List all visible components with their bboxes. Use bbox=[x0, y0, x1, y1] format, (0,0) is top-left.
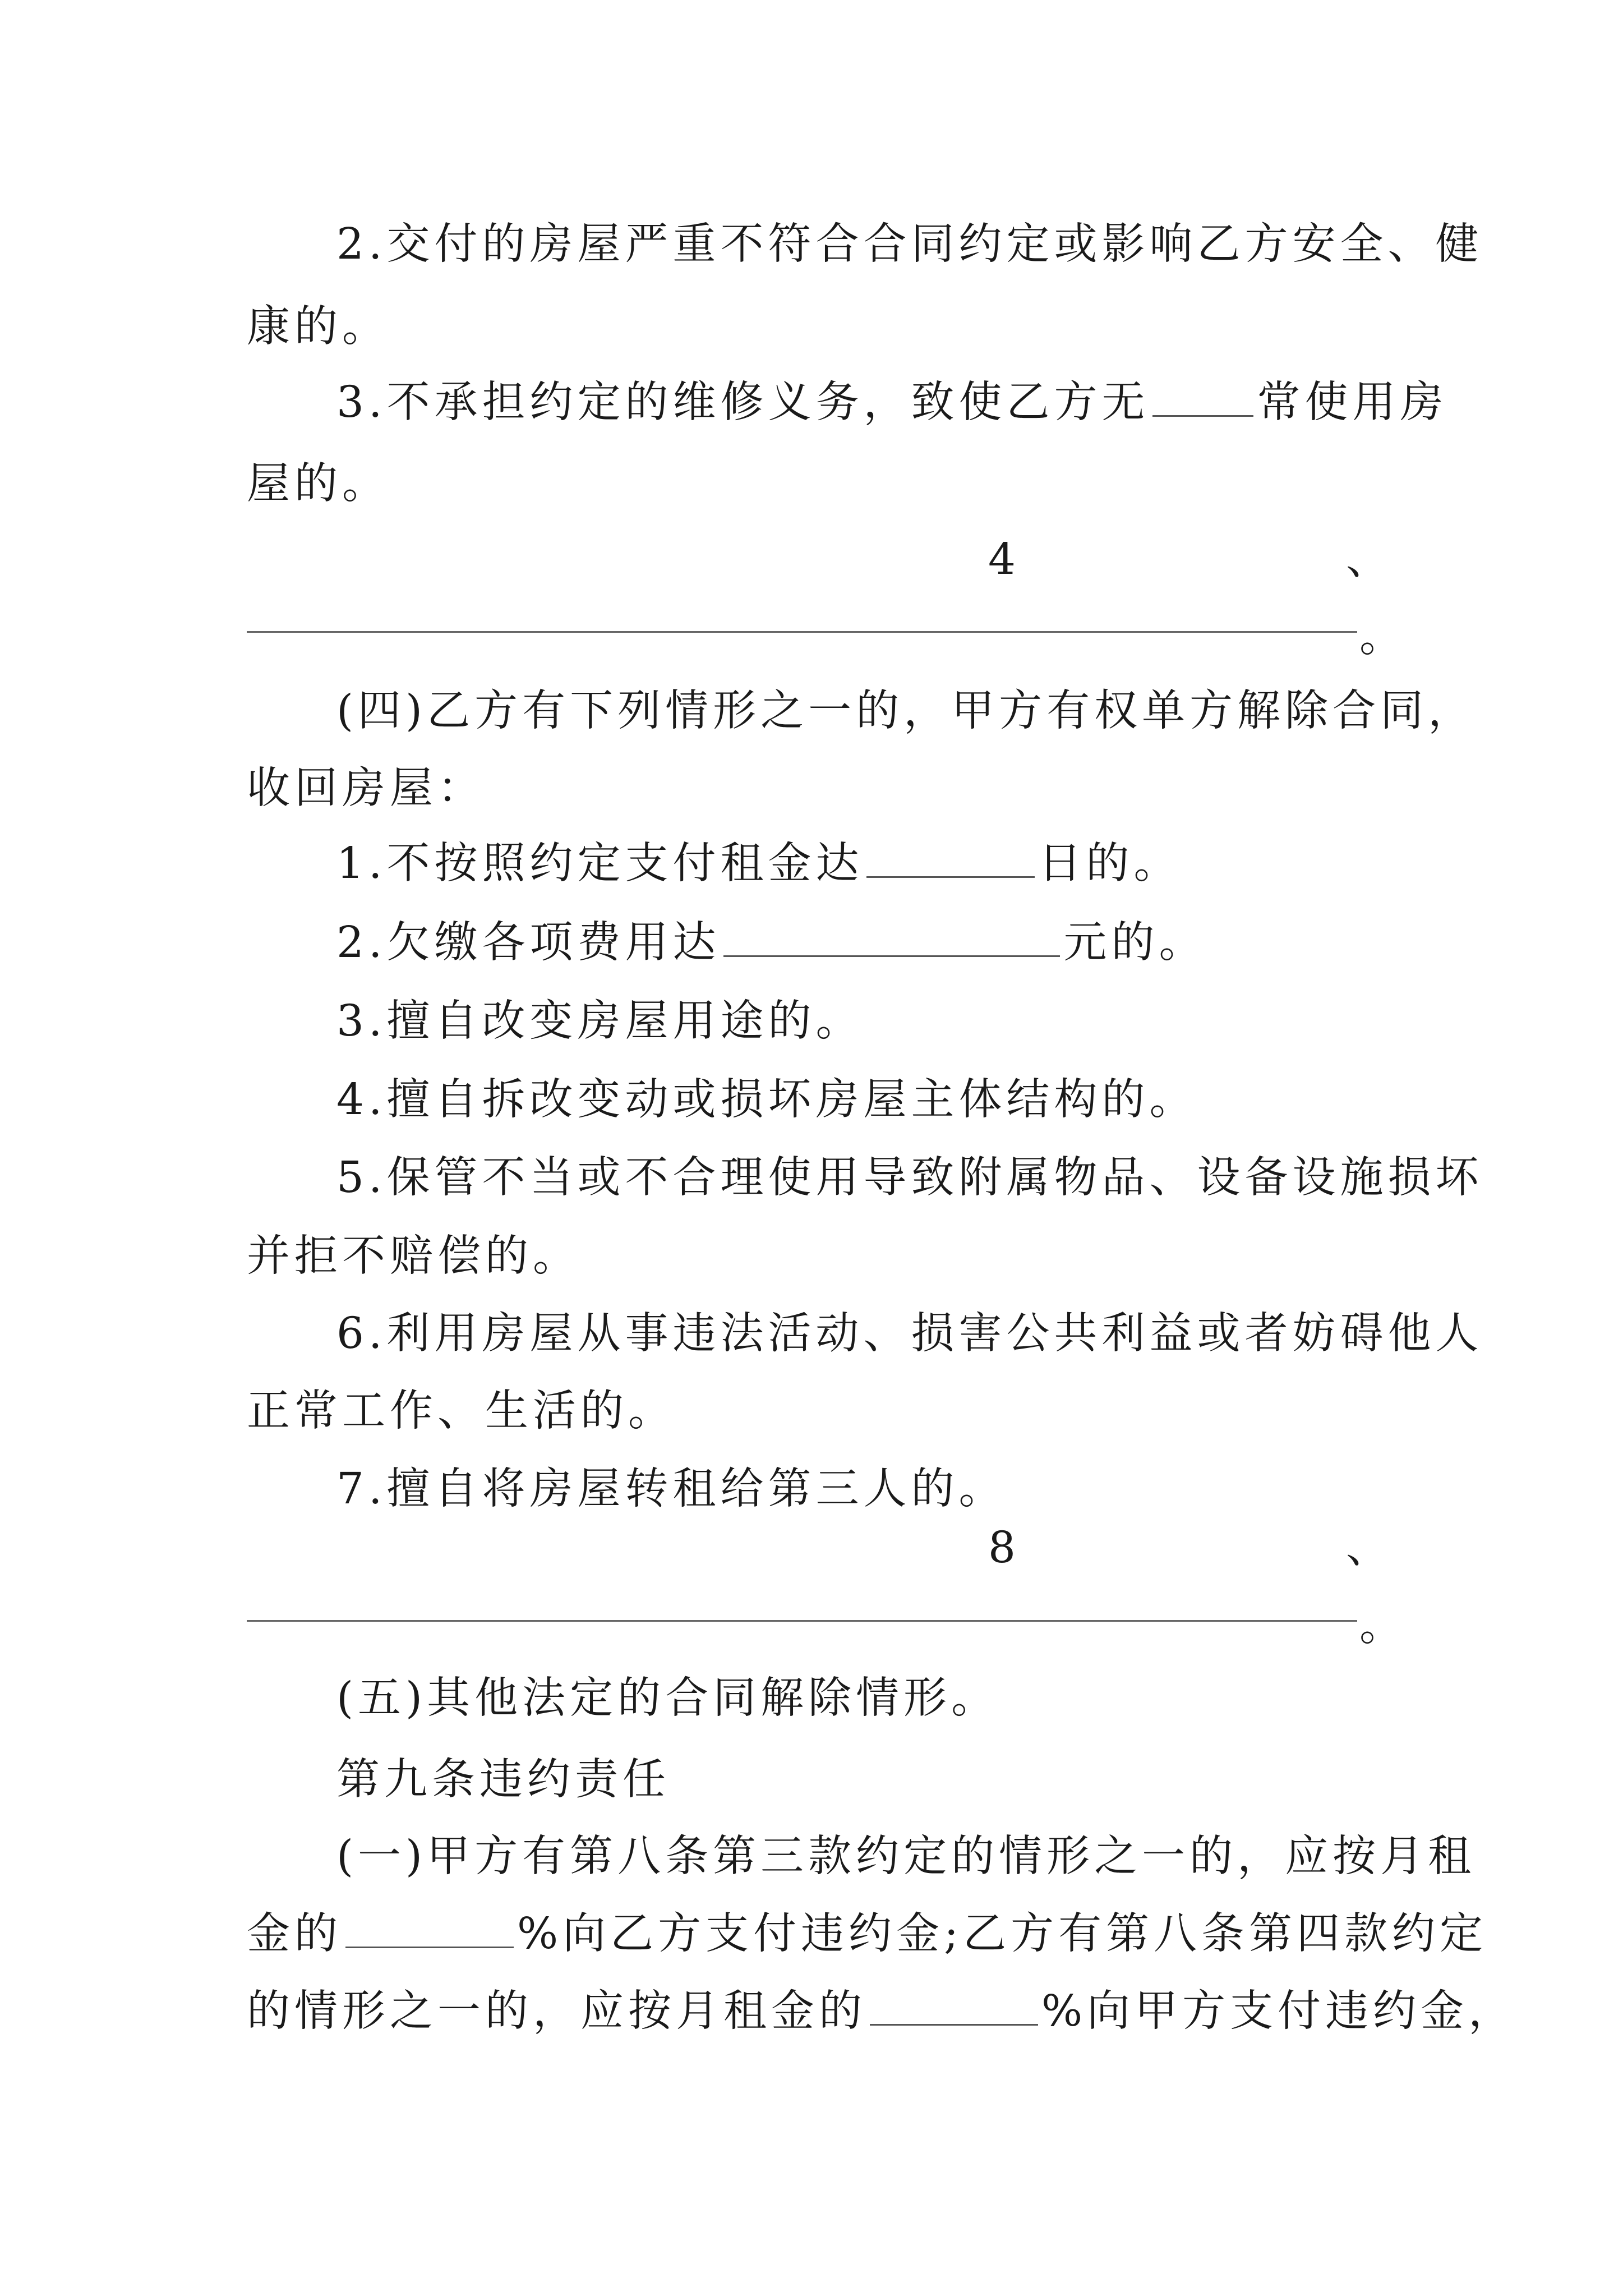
clause-text: 6.利用房屋从事违法活动、损害公共利益或者妨碍他人 bbox=[336, 1309, 1483, 1359]
clause-4-1 bbox=[336, 837, 1391, 891]
fill-blank bbox=[1152, 378, 1253, 417]
clause-text: 正常工作、生活的。 bbox=[247, 1386, 676, 1436]
item-8-number: 8 bbox=[988, 1523, 1016, 1573]
item-8-end-mark: 。 bbox=[1359, 1601, 1403, 1651]
section-heading: (四)乙方有下列情形之一的，甲方有权单方解除合同， bbox=[336, 686, 1476, 736]
clause-4-6-line-2 bbox=[247, 1384, 1391, 1438]
item-4-fill-line bbox=[247, 631, 1357, 633]
section-4-heading-line-1 bbox=[336, 684, 1476, 738]
clause-text: 屋的。 bbox=[247, 459, 390, 509]
clause-text: 康的。 bbox=[247, 302, 390, 352]
clause-4-6-line-1 bbox=[336, 1307, 1483, 1361]
item-8-fill-line bbox=[247, 1620, 1357, 1622]
clause-4-5-line-2 bbox=[247, 1230, 1391, 1283]
item-4-separator: 、 bbox=[1346, 535, 1389, 585]
clause-text: 的情形之一的，应按月租金的 bbox=[247, 1986, 866, 2036]
clause-text: 日的。 bbox=[1038, 839, 1182, 889]
clause-3-2-line-1 bbox=[336, 218, 1483, 272]
item-4-number: 4 bbox=[988, 535, 1016, 585]
clause-text: %向乙方支付违约金;乙方有第八条第四款约定 bbox=[517, 1909, 1488, 1959]
clause-text: 金的 bbox=[247, 1909, 342, 1959]
clause-3-3-line-2 bbox=[247, 457, 1391, 511]
clause-text: 4.擅自拆改变动或损坏房屋主体结构的。 bbox=[336, 1075, 1197, 1125]
clause-text: 并拒不赔偿的。 bbox=[247, 1231, 580, 1281]
clause-4-7 bbox=[336, 1462, 1391, 1516]
fill-blank bbox=[870, 1987, 1038, 2026]
item-8-separator: 、 bbox=[1346, 1523, 1389, 1573]
clause-text: 7.擅自将房屋转租给第三人的。 bbox=[336, 1464, 1007, 1514]
clause-text: (一)甲方有第八条第三款约定的情形之一的，应按月租 bbox=[336, 1832, 1476, 1881]
clause-4-4 bbox=[336, 1073, 1391, 1127]
article-title: 第九条违约责任 bbox=[336, 1755, 670, 1805]
clause-text: 2.欠缴各项费用达 bbox=[336, 918, 721, 968]
clause-4-2 bbox=[336, 916, 1391, 970]
clause-text: 常使用房 bbox=[1257, 378, 1448, 427]
section-heading: (五)其他法定的合同解除情形。 bbox=[336, 1673, 999, 1723]
article-9-1-line-3 bbox=[247, 1985, 1516, 2039]
clause-text: 3.擅自改变房屋用途的。 bbox=[336, 996, 864, 1046]
section-heading: 收回房屋： bbox=[247, 763, 485, 813]
section-4-heading-line-2 bbox=[247, 762, 1391, 816]
section-5 bbox=[336, 1672, 1391, 1726]
clause-3-2-line-2 bbox=[247, 300, 1391, 354]
clause-4-3 bbox=[336, 995, 1391, 1048]
clause-3-3-line-1 bbox=[336, 376, 1448, 430]
clause-text: 3.不承担约定的维修义务，致使乙方无 bbox=[336, 378, 1150, 427]
clause-text: 5.保管不当或不合理使用导致附属物品、设备设施损坏 bbox=[336, 1153, 1483, 1203]
fill-blank bbox=[866, 839, 1035, 878]
fill-blank bbox=[345, 1910, 514, 1948]
article-9-1-line-1 bbox=[336, 1830, 1476, 1884]
clause-text: 元的。 bbox=[1063, 918, 1207, 968]
clause-text: %向甲方支付违约金， bbox=[1041, 1986, 1516, 2036]
clause-4-5-line-1 bbox=[336, 1151, 1483, 1205]
clause-text: 2.交付的房屋严重不符合合同约定或影响乙方安全、健 bbox=[336, 219, 1483, 269]
article-9-1-line-2 bbox=[247, 1907, 1488, 1961]
fill-blank bbox=[723, 918, 1060, 957]
clause-text: 1.不按照约定支付租金达 bbox=[336, 839, 864, 889]
item-4-end-mark: 。 bbox=[1359, 612, 1403, 662]
article-9-title bbox=[336, 1753, 1391, 1807]
